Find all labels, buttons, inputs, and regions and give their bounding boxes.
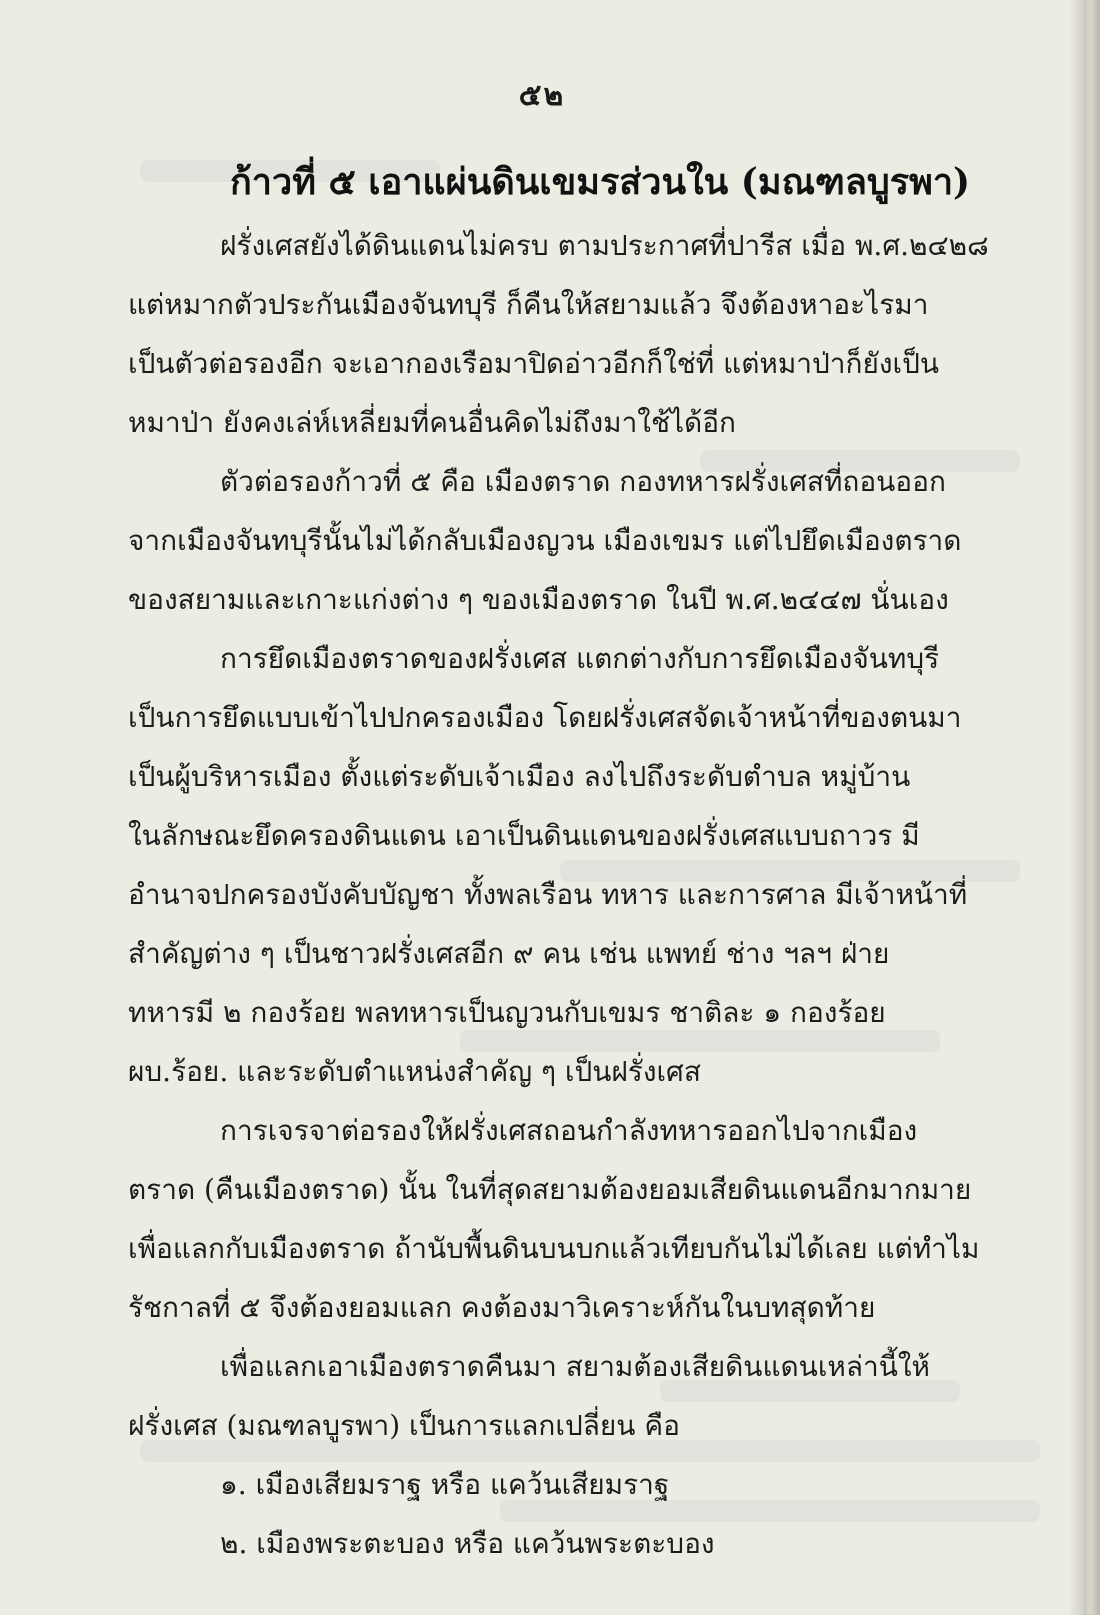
text-line: ตราด (คืนเมืองตราด) นั้น ในที่สุดสยามต้องยอมเสียดินแดนอีกมากมาย [128,1173,972,1206]
text-line: หมาป่า ยังคงเล่ห์เหลี่ยมที่คนอื่นคิดไม่ถึงมาใช้ได้อีก [128,406,737,439]
text-line: ของสยามและเกาะแก่งต่าง ๆ ของเมืองตราด ในปี พ.ศ.๒๔๔๗ นั่นเอง [128,583,949,616]
gutter-shadow [1068,0,1084,1615]
chapter-heading: ก้าวที่ ๕ เอาแผ่นดินเขมรส่วนใน (มณฑลบูรพา) [230,161,971,203]
text-line: จากเมืองจันทบุรีนั้นไม่ได้กลับเมืองญวน เมืองเขมร แต่ไปยึดเมืองตราด [128,524,962,557]
page-number: ๕๒ [518,78,566,113]
body-text [128,216,1033,1573]
text-line: สำคัญต่าง ๆ เป็นชาวฝรั่งเศสอีก ๙ คน เช่น แพทย์ ช่าง ฯลฯ ฝ่าย [128,937,890,970]
text-line: ในลักษณะยึดครองดินแดน เอาเป็นดินแดนของฝรั่งเศสแบบถาวร มี [128,819,920,852]
text-line: การเจรจาต่อรองให้ฝรั่งเศสถอนกำลังทหารออกไปจากเมือง [220,1114,918,1147]
text-line: ทหารมี ๒ กองร้อย พลทหารเป็นญวนกับเขมร ชาติละ ๑ กองร้อย [128,996,886,1029]
page-edge [1084,0,1100,1615]
text-line: ผบ.ร้อย. และระดับตำแหน่งสำคัญ ๆ เป็นฝรั่งเศส [128,1055,701,1088]
text-line: ฝรั่งเศส (มณฑลบูรพา) เป็นการแลกเปลี่ยน คือ [128,1409,680,1442]
text-line: ตัวต่อรองก้าวที่ ๕ คือ เมืองตราด กองทหารฝรั่งเศสที่ถอนออก [220,465,946,498]
text-line: แต่หมากตัวประกันเมืองจันทบุรี ก็คืนให้สยามแล้ว จึงต้องหาอะไรมา [128,288,929,321]
text-line: เป็นตัวต่อรองอีก จะเอากองเรือมาปิดอ่าวอีกก็ใช่ที่ แต่หมาป่าก็ยังเป็น [128,347,940,380]
text-line: อำนาจปกครองบังคับบัญชา ทั้งพลเรือน ทหาร และการศาล มีเจ้าหน้าที่ [128,878,968,911]
text-line: เป็นการยึดแบบเข้าไปปกครองเมือง โดยฝรั่งเศสจัดเจ้าหน้าที่ของตนมา [128,701,962,734]
text-line: ฝรั่งเศสยังได้ดินแดนไม่ครบ ตามประกาศที่ปารีส เมื่อ พ.ศ.๒๔๒๘ [220,229,989,262]
text-line: ๒. เมืองพระตะบอง หรือ แคว้นพระตะบอง [220,1527,715,1560]
text-line: เพื่อแลกเอาเมืองตราดคืนมา สยามต้องเสียดินแดนเหล่านี้ให้ [220,1350,930,1383]
text-line: รัชกาลที่ ๕ จึงต้องยอมแลก คงต้องมาวิเคราะห์กันในบทสุดท้าย [128,1291,876,1324]
text-line: การยึดเมืองตราดของฝรั่งเศส แตกต่างกับการยึดเมืองจันทบุรี [220,642,940,675]
text-line: เพื่อแลกกับเมืองตราด ถ้านับพื้นดินบนบกแล้วเทียบกันไม่ได้เลย แต่ทำไม [128,1232,980,1265]
text-line: เป็นผู้บริหารเมือง ตั้งแต่ระดับเจ้าเมือง ลงไปถึงระดับตำบล หมู่บ้าน [128,760,911,793]
text-line: ๑. เมืองเสียมราฐ หรือ แคว้นเสียมราฐ [220,1468,670,1501]
